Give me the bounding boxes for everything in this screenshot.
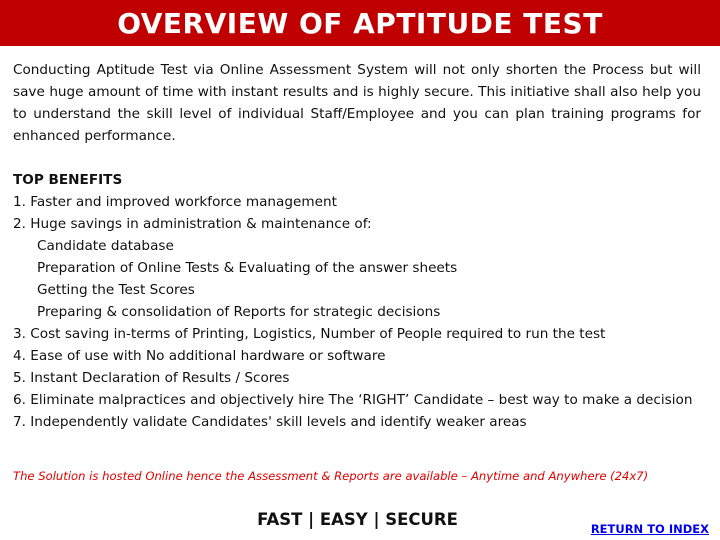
return-to-index-link[interactable]: RETURN TO INDEX	[590, 522, 709, 536]
benefit-item-4: 4. Ease of use with No additional hardware or software	[13, 348, 386, 364]
benefit-item-2: 2. Huge savings in administration & maintenance of:	[13, 216, 372, 232]
sub-item-reports: Preparing & consolidation of Reports for strategic decisions	[37, 304, 441, 320]
benefit-item-3: 3. Cost saving in-terms of Printing, Logistics, Number of People required to run the test	[13, 326, 606, 342]
title-bar	[0, 0, 720, 46]
page-title: OVERVIEW OF APTITUDE TEST	[117, 6, 603, 40]
main-content	[13, 59, 701, 433]
benefits-heading: TOP BENEFITS	[13, 172, 123, 188]
hosting-note: The Solution is hosted Online hence the Assessment & Reports are available – Anytime and Anywhere (24x7)	[13, 469, 649, 483]
benefit-item-5: 5. Instant Declaration of Results / Scores	[13, 370, 290, 386]
benefit-sub-list	[13, 235, 701, 323]
intro-paragraph: Conducting Aptitude Test via Online Assessment System will not only shorten the Process but will save huge amount of time with instant results and is highly secure. This initiative shall also help you to understand the skill level of individual Staff/Employee and you can plan training programs for enhanced performance.	[13, 62, 701, 144]
benefit-item-7: 7. Independently validate Candidates' skill levels and identify weaker areas	[13, 414, 527, 430]
sub-item-online-tests: Preparation of Online Tests & Evaluating of the answer sheets	[37, 260, 458, 276]
tagline: FAST | EASY | SECURE	[257, 510, 458, 529]
sub-item-candidate-database: Candidate database	[37, 238, 174, 254]
benefit-item-1: 1. Faster and improved workforce management	[13, 194, 337, 210]
spacer	[13, 147, 701, 169]
sub-item-test-scores: Getting the Test Scores	[37, 282, 195, 298]
benefit-item-6: 6. Eliminate malpractices and objectively hire The ‘RIGHT’ Candidate – best way to make a decision	[13, 392, 693, 408]
